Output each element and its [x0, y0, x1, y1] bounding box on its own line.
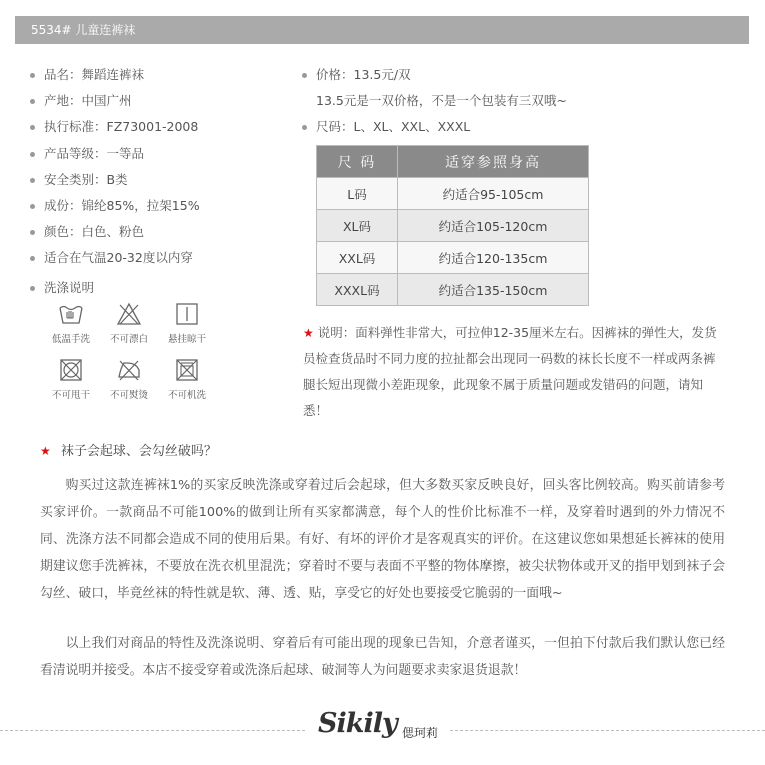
wash-symbol-hand-wash — [42, 302, 100, 345]
height-cell: 约适合105-120cm — [398, 210, 589, 242]
wash-symbol-no-spin-dry — [42, 358, 100, 401]
wash-label: 不可熨烫 — [109, 390, 148, 401]
attribute-item: 安全类别：B类 — [30, 167, 200, 193]
faq-paragraph-2: 以上我们对商品的特性及洗涤说明、穿着后有可能出现的现象已告知，介意者谨买，一但拍下付款后我们默认您已经看清说明并接受。本店不接受穿着或洗涤后起球、破洞等人为问题要求卖家退货退款！ — [40, 636, 725, 678]
faq-paragraph-1: 购买过这款连裤袜1%的买家反映洗涤或穿着过后会起球，但大多数买家反映良好，回头客比例较高。购买前请参考买家评价。一款商品不可能100%的做到让所有买家都满意，每个人的性价比标准不一样，及穿着时遇到的外力情况不同、洗涤方法不同都会造成不同的使用后果。有好、有坏的评价才是客观真实的评价。在这建议您如果想延长裤袜的使用期建议您手洗裤袜，不要放在洗衣机里混洗；穿着时不要与表面不平整的物体摩擦，被尖状物体或开叉的指甲划到袜子会勾丝、破口，毕竟丝袜的特性就是软、薄、透、贴，享受它的好处也要接受它脆弱的一面哦~ — [40, 478, 725, 601]
price-note: 13.5元是一双价格，不是一个包装有三双哦~ — [316, 93, 567, 108]
price-line: 价格：13.5元/双 — [302, 62, 567, 88]
height-cell: 约适合120-135cm — [398, 242, 589, 274]
footer-divider-right — [450, 730, 765, 731]
attribute-item: 品名：舞蹈连裤袜 — [30, 62, 200, 88]
height-cell: 约适合135-150cm — [398, 274, 589, 306]
table-row — [317, 274, 589, 306]
table-row — [317, 178, 589, 210]
note-text: 说明：面料弹性非常大，可拉伸12-35厘米左右。因裤袜的弹性大，发货员检查货品时不同力度的拉扯都会出现同一码数的袜长长度不一样或两条裤腿长短出现微小差距现象，此现象不属于质量问题或发错码的问题，请知悉！ — [303, 325, 717, 418]
size-cell: XXL码 — [317, 242, 398, 274]
star-icon: ★ — [303, 326, 314, 340]
faq-title — [40, 440, 217, 459]
wash-label: 不可甩干 — [51, 390, 90, 401]
no-spin-dry-icon — [58, 358, 84, 382]
size-table-header — [317, 146, 589, 178]
height-header: 适穿参照身高 — [398, 146, 589, 178]
height-cell: 约适合95-105cm — [398, 178, 589, 210]
wash-label: 悬挂晾干 — [167, 334, 206, 345]
attribute-item: 产地：中国广州 — [30, 88, 200, 114]
washing-heading: 洗涤说明 — [30, 275, 200, 301]
size-table — [316, 145, 589, 306]
elasticity-note — [303, 320, 723, 424]
no-bleach-icon — [116, 302, 142, 326]
attribute-item: 执行标准：FZ73001-2008 — [30, 114, 200, 140]
attribute-item: 产品等级：一等品 — [30, 141, 200, 167]
wash-label: 不可漂白 — [109, 334, 148, 345]
wash-label: 不可机洗 — [167, 390, 206, 401]
sizes-line: 尺码：L、XL、XXL、XXXL — [302, 114, 567, 140]
logo-wordmark: Sikily — [318, 708, 397, 739]
hand-wash-icon — [58, 302, 84, 326]
size-cell: XL码 — [317, 210, 398, 242]
faq-title-text: 袜子会起球、会勾丝破吗？ — [60, 444, 217, 459]
size-header: 尺 码 — [317, 146, 398, 178]
attribute-item: 成份：锦纶85%，拉架15% — [30, 193, 200, 219]
wash-symbol-no-machine-wash — [158, 358, 216, 401]
attribute-item: 颜色：白色、粉色 — [30, 219, 200, 245]
wash-symbol-no-bleach — [100, 302, 158, 345]
wash-symbol-no-iron — [100, 358, 158, 401]
logo-chinese-name: 偲珂莉 — [402, 726, 439, 740]
footer-divider-left — [0, 730, 305, 731]
price-block — [302, 62, 567, 140]
page-title: 5534# 儿童连裤袜 — [31, 23, 136, 37]
no-iron-icon — [116, 358, 142, 382]
size-cell: XXXL码 — [317, 274, 398, 306]
table-row — [317, 210, 589, 242]
page-title-bar — [15, 16, 749, 44]
size-cell: L码 — [317, 178, 398, 210]
wash-symbol-hang-dry — [158, 302, 216, 345]
wash-label: 低温手洗 — [51, 334, 90, 345]
product-attribute-list — [30, 62, 200, 301]
hang-dry-icon — [174, 302, 200, 326]
table-row — [317, 242, 589, 274]
star-icon: ★ — [40, 444, 51, 458]
attribute-item: 适合在气温20-32度以内穿 — [30, 245, 200, 271]
brand-logo — [318, 700, 448, 750]
no-machine-wash-icon — [174, 358, 200, 382]
